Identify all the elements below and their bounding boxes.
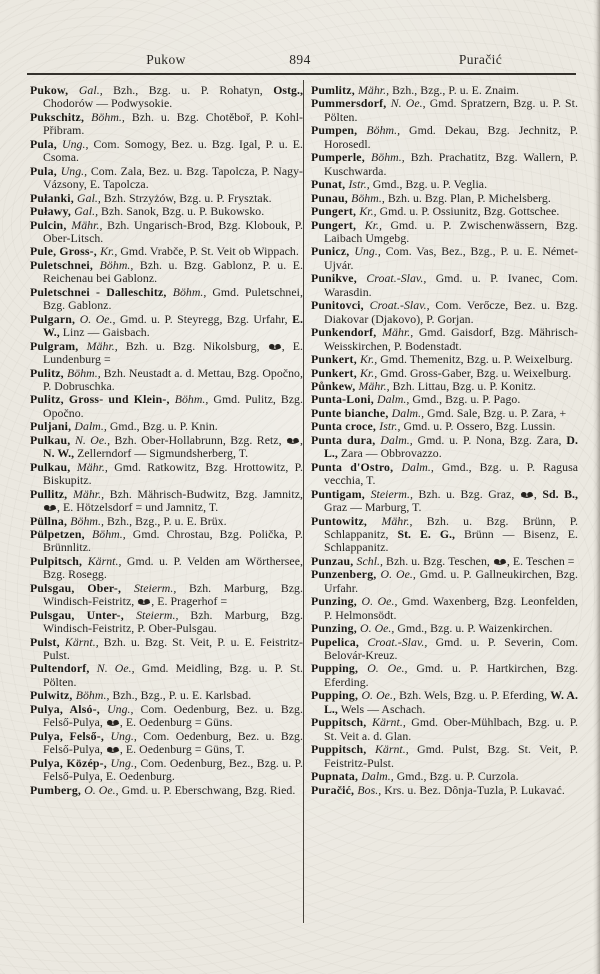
gazetteer-entry: [311, 488, 578, 515]
entry-headword: Punta d'Ostro,: [311, 459, 402, 474]
entry-region: Croat.-Slav.,: [366, 271, 427, 286]
entry-text: Gmd. u. P. Hartkirchen, Bzg. Eferding.: [324, 661, 578, 689]
entry-region: Kr.,: [364, 217, 383, 232]
entry-region: Steierm.,: [136, 607, 179, 622]
entry-text: Gmd. u. P. Severin, Com. Belovár-Kreuz.: [324, 634, 578, 663]
posthorn-icon: [106, 719, 120, 727]
entry-headword: Pumberg,: [30, 782, 85, 797]
gazetteer-entry: [30, 111, 303, 138]
entry-text: Gmd. u. P. Gallneukirchen, Bzg. Urfahr.: [324, 567, 579, 595]
gazetteer-entry: [311, 299, 578, 326]
entry-region: Böhm.,: [174, 392, 209, 407]
entry-text: Bzh. Ober-Hollabrunn, Bzg. Retz,: [110, 432, 286, 447]
entry-text: Com. Oedenburg, Bez., Bzg. u. P. Felső-Pulya, E. Oedenburg.: [43, 755, 303, 784]
entry-headword: Puppitsch,: [311, 715, 373, 730]
posthorn-icon: [493, 558, 507, 566]
entry-text: Gmd., Bzg. u. P. Veglia.: [369, 177, 488, 192]
entry-region: Ung.,: [110, 755, 137, 770]
entry-text: Gmd., Bzg. u. P. Waizenkirchen.: [394, 621, 553, 636]
column-divider: [303, 80, 304, 923]
entry-headword: Pukow,: [30, 83, 79, 97]
entry-headword: Pulitz,: [30, 365, 67, 380]
gazetteer-entry: [30, 165, 303, 192]
entry-text: Bzh. Marburg, Bzg. Windisch-Feistritz, P. Ober-Pulsgau.: [43, 607, 303, 636]
entry-region: O. Oe.,: [367, 661, 408, 676]
entry-region: Dalm.,: [380, 432, 413, 447]
entry-railway-abbr: N. W.,: [43, 446, 75, 461]
entry-region: Istr.,: [348, 177, 370, 192]
gazetteer-entry: [30, 434, 303, 461]
posthorn-icon: [137, 598, 151, 606]
entry-headword: Punicz,: [311, 244, 355, 259]
entry-text: Bzh., Bzg., P. u. E. Karlsbad.: [109, 688, 252, 703]
entry-region: Dalm.,: [377, 392, 410, 407]
entry-region: Mähr.,: [76, 459, 108, 474]
entry-headword: Pulst,: [30, 634, 65, 649]
entry-text: ,: [533, 486, 543, 501]
entry-text: Gmd. Ober-Mühlbach, Bzg. u. P. St. Veit a. d. Glan.: [324, 715, 578, 743]
entry-text: Gmd. Spratzern, Bzg. u. P. St. Pölten.: [324, 96, 578, 124]
entry-text: Bzh. u. Bzg. St. Veit, P. u. E. Feistritz-Pulst.: [43, 634, 303, 663]
gazetteer-entry: [30, 340, 303, 367]
entry-text: Gmd. u. P. Eberschwang, Bzg. Ried.: [118, 782, 296, 797]
entry-text: Krs. u. Bez. Dônja-Tuzla, P. Lukavać.: [381, 782, 565, 797]
gazetteer-entry: [311, 380, 578, 393]
gazetteer-entry: [30, 420, 303, 433]
entry-region: Ung.,: [110, 728, 137, 743]
entry-text: Gmd. Themenitz, Bzg. u. P. Weixelburg.: [377, 352, 573, 367]
entry-text: Gmd. Sale, Bzg. u. P. Zara, +: [424, 405, 567, 420]
gazetteer-entry: [311, 784, 578, 797]
entry-text: , E. Teschen =: [506, 553, 575, 568]
entry-headword: Pulwitz,: [30, 688, 76, 703]
gazetteer-entry: [30, 138, 303, 165]
entry-headword: Pummersdorf,: [311, 96, 391, 111]
gazetteer-entry: [30, 730, 303, 757]
entry-region: Kärnt.,: [87, 553, 122, 568]
entry-headword: Punitovci,: [311, 298, 370, 313]
gazetteer-entry: [30, 393, 303, 420]
entry-region: Böhm.,: [91, 109, 125, 124]
entry-text: Bzh. u. Bzg. Plan, P. Michelsberg.: [384, 190, 551, 205]
posthorn-icon: [286, 437, 300, 445]
entry-headword: Pulsgau, Ober-,: [30, 580, 134, 595]
entry-region: Gal.,: [74, 204, 99, 219]
entry-region: Croat.-Slav.,: [367, 634, 428, 649]
gazetteer-entry: [30, 515, 303, 528]
entry-region: Böhm.,: [67, 365, 101, 380]
gazetteer-entry: [30, 636, 303, 663]
gazetteer-entry: [311, 151, 578, 178]
entry-text: Bzh. u. Bzg. Nikolsburg,: [117, 338, 268, 353]
entry-headword: Puławy,: [30, 204, 75, 219]
gazetteer-entry: [311, 97, 578, 124]
gazetteer-entry: [30, 461, 303, 488]
gazetteer-entry: [30, 488, 303, 515]
entry-text: Bzh. Sanok, Bzg. u. P. Bukowsko.: [98, 204, 265, 219]
entry-headword: Punikve,: [311, 271, 367, 286]
gazetteer-entry: [311, 353, 578, 366]
entry-headword: Pungert,: [311, 217, 365, 232]
entry-headword: Punta croce,: [311, 419, 380, 434]
entry-headword: Pulpitsch,: [30, 553, 88, 568]
entry-region: Böhm.,: [70, 513, 105, 528]
entry-region: Dalm.,: [74, 419, 107, 434]
entry-headword: Puletschnei,: [30, 257, 100, 272]
gazetteer-entry: [311, 367, 578, 380]
entry-region: Istr.,: [379, 419, 401, 434]
entry-text: Bzh. Mährisch-Budwitz, Bzg. Jamnitz,: [104, 486, 303, 501]
entry-text: Gmd., Bzg. u. P. Curzola.: [393, 769, 519, 784]
entry-text: Zara — Obbrovazzo.: [337, 446, 442, 461]
entry-headword: Pulkau,: [30, 432, 75, 447]
entry-region: Kr.,: [359, 204, 377, 219]
entry-text: Gmd. u. P. Ivanec, Com. Warasdin.: [324, 271, 578, 299]
entry-text: Gmd. Pulst, Bzg. St. Veit, P. Feistritz-Pulst.: [324, 742, 578, 770]
entry-text: Bzh. u. Bzg. Brünn, P. Schlappanitz,: [324, 513, 578, 541]
entry-text: Gmd. Vrabče, P. St. Veit ob Wippach.: [117, 244, 299, 259]
gazetteer-entry: [30, 84, 303, 111]
entry-text: Bzh. Neustadt a. d. Mettau, Bzg. Opočno, P. Dobruschka.: [43, 365, 303, 393]
entry-text: Com. Vas, Bez., Bzg., P. u. E. Német-Ujvár.: [324, 244, 578, 272]
entry-headword: Punkert,: [311, 365, 360, 380]
entry-text: Bzh. Prachatitz, Bzg. Wallern, P. Kuschwarda.: [324, 150, 578, 178]
entry-region: O. Oe.,: [361, 594, 398, 609]
gazetteer-entry: [311, 124, 578, 151]
entry-text: Gmd. u. P. Steyregg, Bzg. Urfahr,: [115, 311, 293, 326]
entry-headword: Pulitz, Gross- und Klein-,: [30, 392, 175, 407]
entry-text: , E. Oedenburg = Güns, T.: [119, 742, 245, 757]
entry-headword: Pultendorf,: [30, 661, 97, 676]
entry-text: Zellerndorf — Sigmundsherberg, T.: [74, 446, 249, 461]
entry-region: N. Oe.,: [390, 96, 426, 111]
entry-text: Bzh. Strzyżów, Bzg. u. P. Frysztak.: [100, 190, 272, 205]
entry-region: Mähr.,: [382, 325, 414, 340]
entry-region: N. Oe.,: [74, 432, 111, 447]
entry-text: Bzh. u. Bzg. Teschen,: [383, 553, 493, 568]
entry-railway-abbr: Sd. B.,: [542, 486, 579, 501]
entry-text: Gmd., Bzg. u. P. Pago.: [409, 392, 521, 407]
entry-region: Mähr.,: [381, 513, 413, 528]
gazetteer-entry: [311, 178, 578, 191]
entry-headword: Punta dura,: [311, 432, 381, 447]
entry-text: Com. Somogy, Bez. u. Bzg. Igal, P. u. E. Csoma.: [43, 136, 303, 165]
gazetteer-entry: [311, 689, 578, 716]
entry-region: Ung.,: [354, 244, 381, 259]
entry-text: Gmd. Puletschnei, Bzg. Gablonz.: [43, 284, 303, 313]
entry-region: Mähr.,: [73, 486, 105, 501]
gazetteer-entry: [311, 716, 578, 743]
entry-headword: Pülpetzen,: [30, 526, 92, 541]
posthorn-icon: [43, 504, 57, 512]
gazetteer-entry: [311, 326, 578, 353]
entry-headword: Pumperle,: [311, 150, 371, 165]
entry-headword: Pupping,: [311, 661, 368, 676]
entry-headword: Punta-Loni,: [311, 392, 377, 407]
entry-text: Gmd. u. P. Zwischenwässern, Bzg. Laibach Umgebg.: [324, 217, 578, 245]
gazetteer-entry: [30, 609, 303, 636]
entry-text: Gmd. u. P. Ossero, Bzg. Lussin.: [400, 419, 556, 434]
entry-text: Bzh. Marburg, Bzg. Windisch-Feistritz,: [43, 580, 303, 609]
entry-headword: Pulgram,: [30, 338, 87, 353]
entry-headword: Pupnata,: [311, 769, 362, 784]
gazetteer-entry: [30, 286, 303, 313]
entry-headword: Pumpen,: [311, 123, 367, 138]
entry-text: Gmd. Waxenberg, Bzg. Leonfelden, P. Helmonsödt.: [324, 594, 579, 622]
entry-region: Böhm.,: [91, 526, 126, 541]
entry-text: Chodorów — Podwysokie.: [43, 96, 173, 111]
entry-region: Dalm.,: [391, 405, 425, 420]
entry-text: Com. Oedenburg, Bez. u. Bzg. Felső-Pulya,: [43, 701, 303, 730]
entry-headword: Pula,: [30, 136, 63, 151]
entry-region: Böhm.,: [75, 688, 110, 703]
entry-headword: Puppitsch,: [311, 742, 375, 757]
entry-headword: Pumlitz,: [311, 83, 359, 97]
entry-headword: Pukschitz,: [30, 109, 92, 124]
right-column: [311, 84, 578, 797]
entry-text: Gmd., Bzg. u. P. Ragusa vecchia, T.: [324, 459, 578, 488]
entry-region: O. Oe.,: [360, 621, 395, 636]
entry-headword: Puljani,: [30, 419, 75, 434]
posthorn-icon: [106, 746, 120, 754]
entry-headword: Pulya, Felső-,: [30, 728, 111, 743]
entry-region: Kr.,: [360, 365, 378, 380]
gazetteer-entry: [30, 703, 303, 730]
left-column: [30, 84, 303, 797]
gazetteer-entry: [311, 595, 578, 622]
gazetteer-entry: [30, 555, 303, 582]
entry-region: Kärnt.,: [64, 634, 99, 649]
gazetteer-entry: [311, 555, 578, 568]
entry-headword: Půnkew,: [311, 378, 359, 393]
gazetteer-entry: [311, 407, 578, 420]
gazetteer-entry: [311, 636, 578, 663]
entry-headword: Puletschnei - Dalleschitz,: [30, 284, 173, 299]
entry-headword: Punzenberg,: [311, 567, 381, 582]
header-left-keyword: Pukow: [146, 52, 186, 67]
entry-region: Mähr.,: [358, 378, 390, 393]
entry-region: Schl.,: [356, 553, 384, 568]
entry-region: Kr.,: [360, 352, 378, 367]
entry-text: ,: [300, 432, 303, 447]
entry-text: Gmd. u. P. Ossiunitz, Bzg. Gottschee.: [376, 204, 560, 219]
entry-text: , E. Oedenburg = Güns.: [119, 715, 233, 730]
entry-text: Com. Zala, Bez. u. Bzg. Tapolcza, P. Nagy-Vázsony, E. Tapolcza.: [43, 163, 303, 192]
entry-headword: Pula,: [30, 163, 61, 178]
entry-text: Bzh. u. Bzg. Gablonz, P. u. E. Reichenau bei Gablonz.: [43, 257, 303, 286]
entry-text: Brünn — Bisenz, E. Schlappanitz.: [324, 526, 579, 555]
gazetteer-entry: [311, 192, 578, 205]
entry-headword: Pulgarn,: [30, 311, 80, 326]
entry-headword: Pułanki,: [30, 190, 78, 205]
entry-headword: Pulsgau, Unter-,: [30, 607, 137, 622]
entry-text: , E. Pragerhof =: [151, 594, 228, 609]
entry-text: Gmd., Bzg. u. P. Knin.: [106, 419, 218, 434]
entry-text: Gmd. Meidling, Bzg. u. P. St. Pölten.: [43, 661, 303, 689]
entry-region: O. Oe.,: [79, 311, 116, 326]
entry-region: Croat.-Slav.,: [369, 298, 430, 313]
gazetteer-entry: [311, 662, 578, 689]
entry-text: Wels — Aschach.: [337, 701, 426, 716]
entry-region: Gal.,: [78, 83, 103, 97]
gazetteer-entry: [30, 192, 303, 205]
entry-region: Kärnt.,: [374, 742, 409, 757]
entry-region: Kärnt.,: [372, 715, 406, 730]
entry-text: Gmd. Gross-Gaber, Bzg. u. Weixelburg.: [377, 365, 572, 380]
entry-railway-abbr: Ostg.,: [273, 83, 303, 97]
entry-region: Böhm.,: [366, 123, 401, 138]
entry-region: Bos.,: [357, 782, 382, 797]
entry-text: Linz — Gaisbach.: [59, 325, 150, 340]
entry-region: Ung.,: [62, 136, 89, 151]
entry-headword: Pulkau,: [30, 459, 77, 474]
gazetteer-entry: [311, 743, 578, 770]
entry-region: O. Oe.,: [361, 688, 396, 703]
gazetteer-entry: [30, 367, 303, 394]
entry-railway-abbr: St. E. G.,: [397, 526, 456, 541]
entry-railway-abbr: W. A. L.,: [324, 688, 579, 716]
gazetteer-entry: [311, 461, 578, 488]
header-rule: [27, 73, 576, 75]
gazetteer-entry: [30, 784, 303, 797]
posthorn-icon: [520, 491, 534, 499]
gazetteer-entry: [30, 245, 303, 258]
entry-text: Gmd. u. P. Nona, Bzg. Zara,: [412, 432, 567, 447]
gazetteer-entry: [30, 313, 303, 340]
entry-headword: Puračić,: [311, 782, 358, 797]
entry-text: Gmd. Gaisdorf, Bzg. Mährisch-Weisskirchen, P. Bodenstadt.: [324, 325, 578, 353]
entry-headword: Pulya, Közép-,: [30, 755, 111, 770]
entry-region: O. Oe.,: [380, 567, 416, 582]
entry-headword: Puntowitz,: [311, 513, 382, 528]
entry-region: Steierm.,: [133, 580, 177, 595]
gazetteer-entry: [311, 84, 578, 97]
entry-headword: Pulya, Alsó-,: [30, 701, 108, 716]
entry-region: Dalm.,: [401, 459, 434, 474]
gazetteer-entry: [30, 582, 303, 609]
entry-headword: Punau,: [311, 190, 352, 205]
entry-text: Bzh., Bzg., P. u. E. Znaim.: [389, 83, 519, 97]
entry-headword: Pulcin,: [30, 217, 72, 232]
entry-text: Bzh. u. Bzg. Graz,: [412, 486, 520, 501]
gazetteer-entry: [311, 272, 578, 299]
entry-headword: Püllna,: [30, 513, 71, 528]
entry-text: Com. Verőcze, Bez. u. Bzg. Diakovar (Djakovo), P. Gorjan.: [324, 298, 578, 326]
gazetteer-entry: [311, 622, 578, 635]
gazetteer-entry: [311, 393, 578, 406]
gazetteer-entry: [311, 770, 578, 783]
gazetteer-entry: [311, 420, 578, 433]
entry-text: Bzh. Ungarisch-Brod, Bzg. Klobouk, P. Ober-Litsch.: [43, 217, 303, 245]
entry-region: Böhm.,: [172, 284, 207, 299]
entry-text: Gmd. Dekau, Bzg. Jechnitz, P. Horosedl.: [324, 123, 578, 151]
gazetteer-entry: [311, 205, 578, 218]
gazetteer-entry: [30, 219, 303, 246]
entry-headword: Punzing,: [311, 621, 360, 636]
entry-headword: Pupping,: [311, 688, 362, 703]
posthorn-icon: [268, 343, 282, 351]
gazetteer-entry: [30, 662, 303, 689]
entry-region: Böhm.,: [99, 257, 134, 272]
gazetteer-entry: [30, 689, 303, 702]
entry-region: Steierm.,: [370, 486, 413, 501]
entry-headword: Puntigam,: [311, 486, 371, 501]
entry-text: Gmd. Ratkowitz, Bzg. Hrottowitz, P. Biskupitz.: [43, 459, 303, 488]
entry-headword: Punkendorf,: [311, 325, 383, 340]
entry-text: Gmd. Pulitz, Bzg. Opočno.: [43, 392, 303, 420]
entry-headword: Pungert,: [311, 204, 360, 219]
entry-headword: Pule, Gross-,: [30, 244, 101, 259]
gazetteer-entry: [311, 568, 578, 595]
entry-region: Dalm.,: [361, 769, 394, 784]
entry-region: Böhm.,: [371, 150, 405, 165]
entry-railway-abbr: D. L.,: [324, 432, 578, 461]
gazetteer-entry: [30, 205, 303, 218]
entry-headword: Punkert,: [311, 352, 360, 367]
entry-headword: Punte bianche,: [311, 405, 392, 420]
entry-railway-abbr: E. W.,: [43, 311, 303, 340]
entry-region: Gal.,: [77, 190, 101, 205]
entry-text: Bzh. Littau, Bzg. u. P. Konitz.: [389, 378, 537, 393]
entry-text: Bzh., Bzg., P. u. E. Brüx.: [104, 513, 227, 528]
entry-region: Kr.,: [100, 244, 118, 259]
entry-headword: Pupelica,: [311, 634, 368, 649]
entry-region: Mähr.,: [86, 338, 118, 353]
page-number: 894: [289, 52, 311, 67]
entry-text: Bzh. Wels, Bzg. u. P. Eferding,: [395, 688, 551, 703]
gazetteer-entry: [311, 245, 578, 272]
entry-region: Ung.,: [60, 163, 88, 178]
entry-text: Com. Oedenburg, Bez. u. Bzg. Felső-Pulya,: [43, 728, 303, 757]
entry-text: Gmd. Chrostau, Bzg. Polička, P. Brünnlitz.: [43, 526, 303, 555]
entry-region: Böhm.,: [351, 190, 385, 205]
entry-region: Ung.,: [107, 701, 134, 716]
gazetteer-entry: [30, 528, 303, 555]
gazetteer-entry: [30, 757, 303, 784]
entry-text: , E. Hötzelsdorf = und Jamnitz, T.: [57, 500, 219, 515]
entry-headword: Punzing,: [311, 594, 362, 609]
gazetteer-entry: [311, 515, 578, 555]
entry-region: Mähr.,: [358, 83, 390, 97]
entry-headword: Punzau,: [311, 553, 357, 568]
entry-text: Gmd. u. P. Velden am Wörthersee, Bzg. Rosegg.: [43, 553, 303, 582]
entry-text: Graz — Marburg, T.: [324, 500, 422, 515]
gazetteer-entry: [311, 434, 578, 461]
gazetteer-entry: [311, 219, 578, 246]
header-right-keyword: Puračić: [458, 52, 503, 67]
entry-text: Bzh. u. Bzg. Chotěboř, P. Kohl-Přibram.: [43, 109, 303, 138]
entry-headword: Punat,: [311, 177, 349, 192]
entry-headword: Pullitz,: [30, 486, 74, 501]
entry-region: O. Oe.,: [84, 782, 119, 797]
entry-region: N. Oe.,: [96, 661, 135, 676]
entry-region: Mähr.,: [71, 217, 103, 232]
gazetteer-entry: [30, 259, 303, 286]
entry-text: , E. Lundenburg =: [43, 338, 303, 367]
entry-text: Bzh., Bzg. u. P. Rohatyn,: [102, 83, 274, 97]
